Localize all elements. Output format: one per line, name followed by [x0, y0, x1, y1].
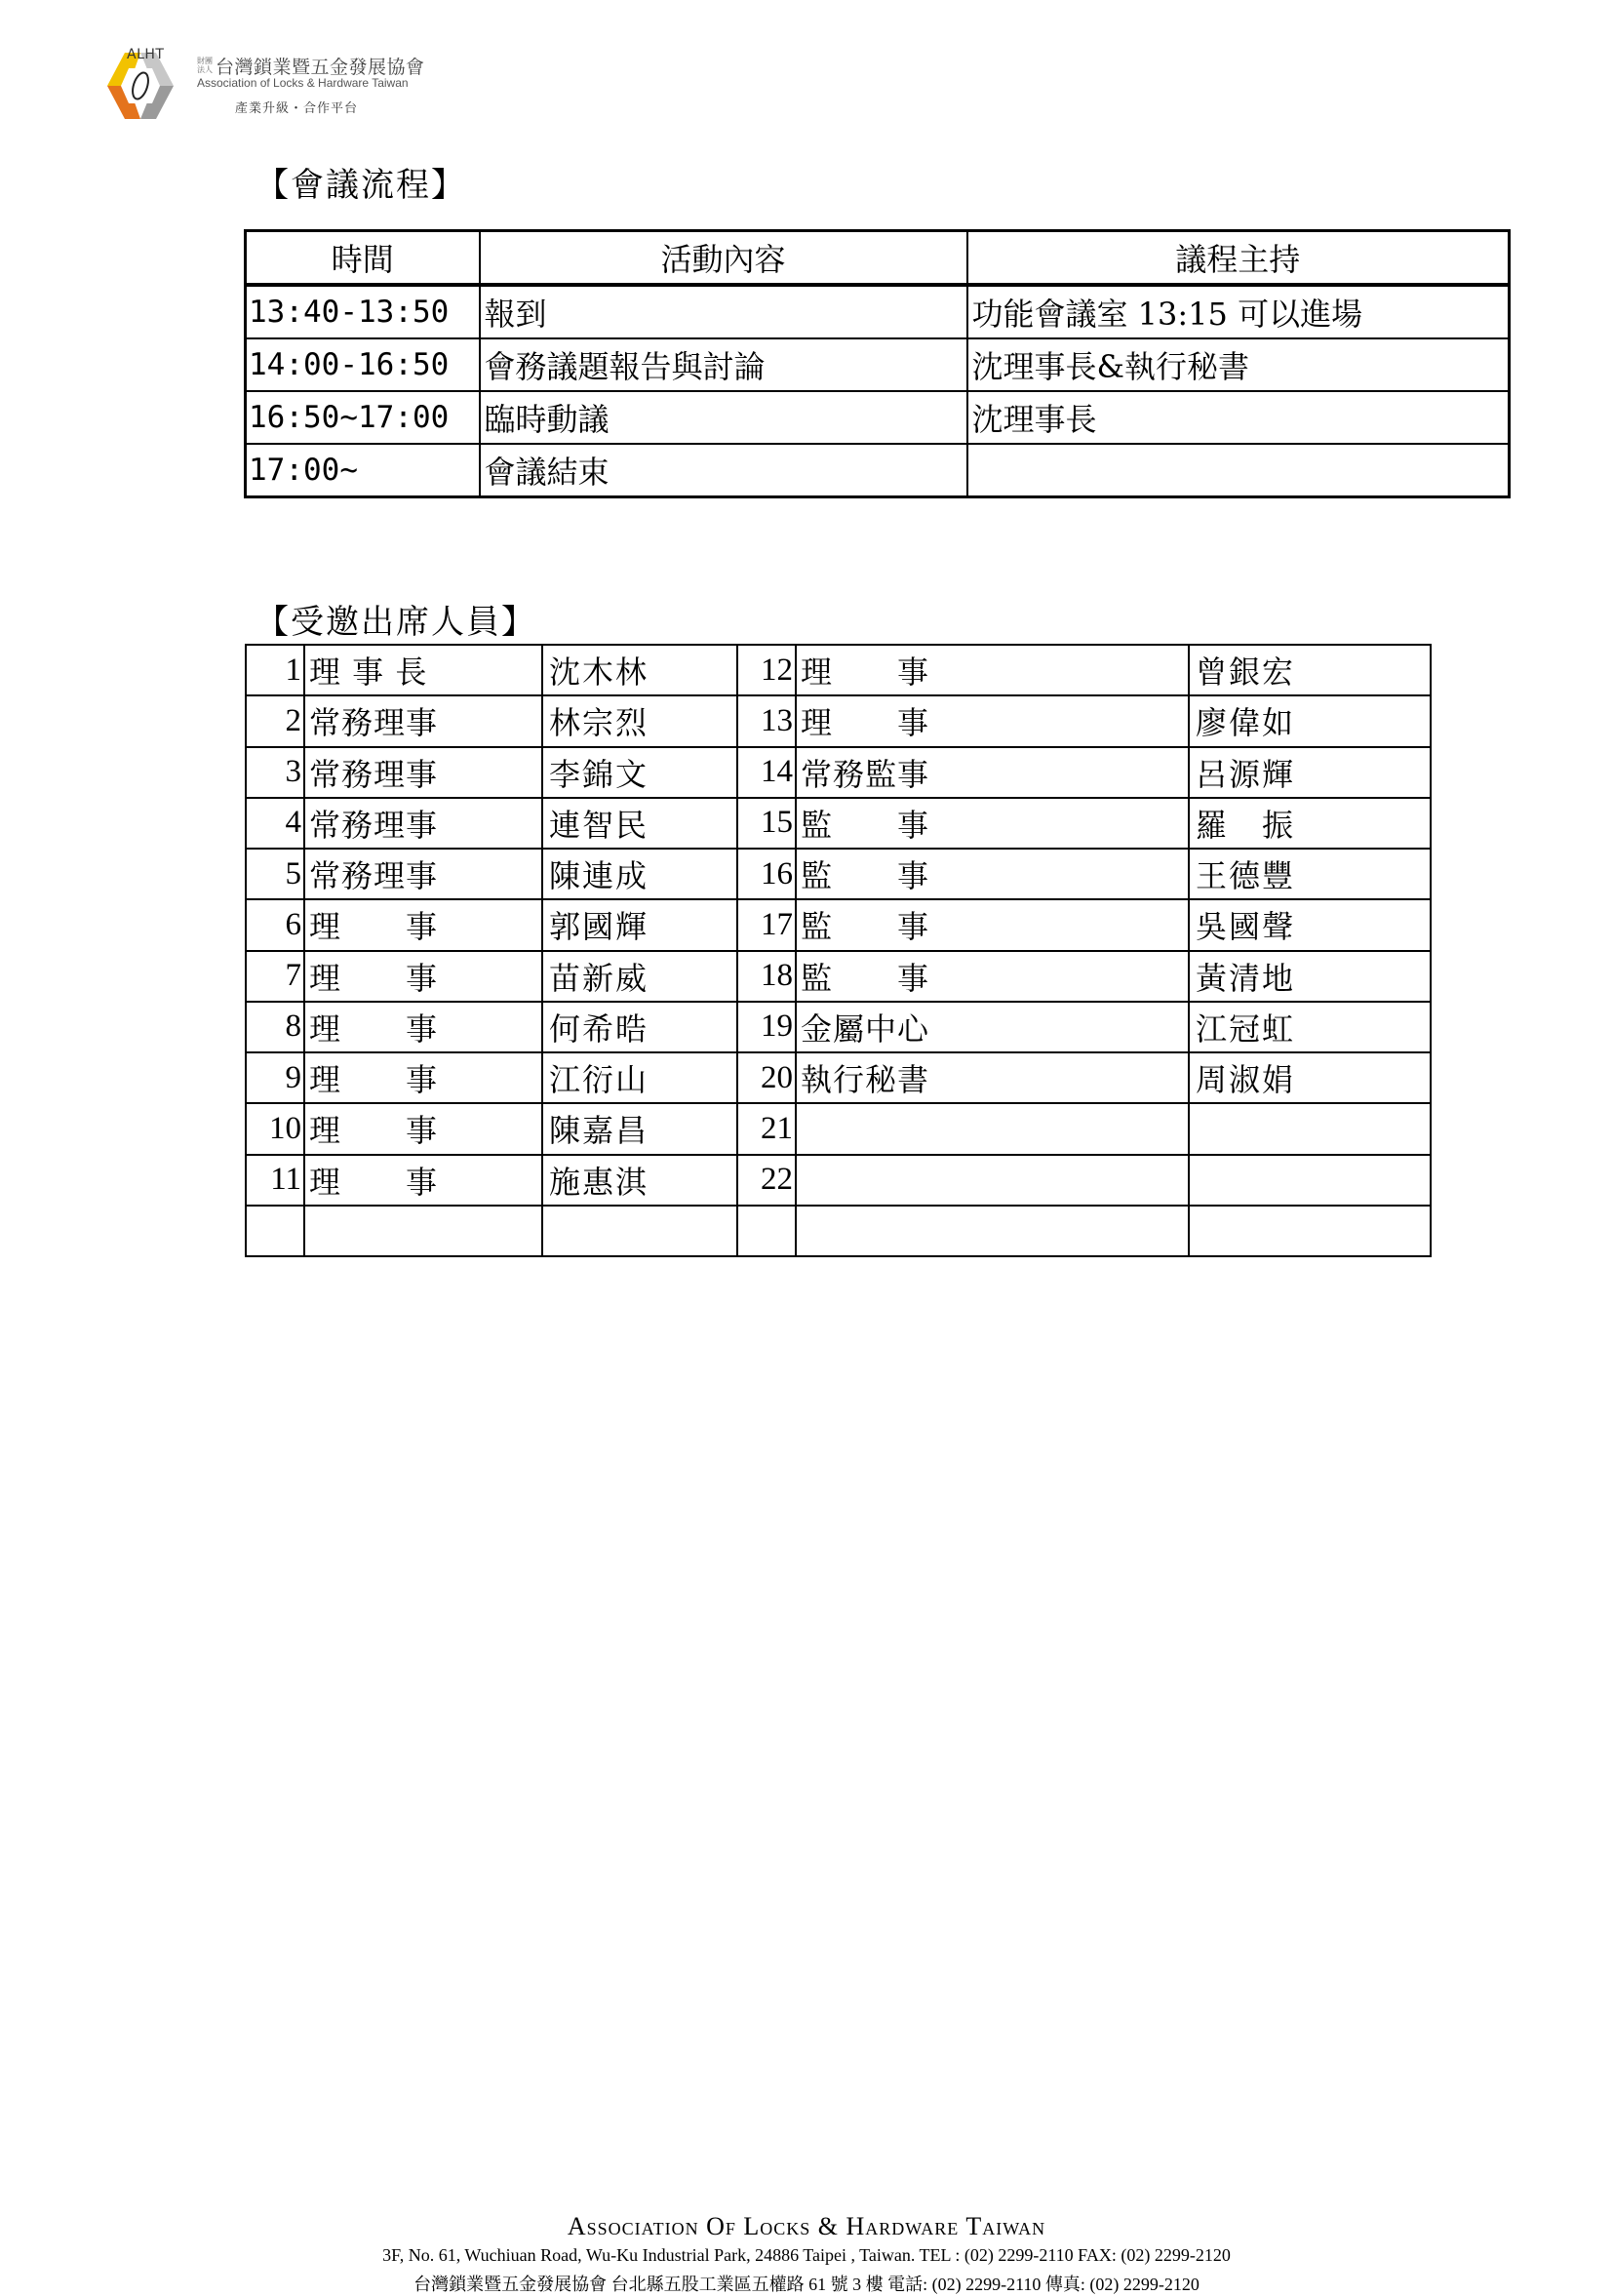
schedule-row [246, 391, 1510, 444]
invitee-number: 6 [246, 899, 304, 950]
invitee-name: 林宗烈 [542, 695, 737, 746]
schedule-activity: 會議結束 [480, 444, 967, 497]
invitee-title [796, 1103, 1189, 1154]
schedule-time: 14:00-16:50 [246, 338, 480, 391]
invitee-row [246, 695, 1431, 746]
invitee-row [246, 899, 1431, 950]
schedule-activity: 報到 [480, 285, 967, 338]
invitee-title: 理 事 [304, 951, 542, 1002]
invitee-row [246, 1052, 1431, 1103]
invitee-number: 7 [246, 951, 304, 1002]
invitee-name: 曾銀宏 [1189, 645, 1431, 695]
schedule-row [246, 285, 1510, 338]
invitee-number: 12 [737, 645, 796, 695]
invitee-name: 江衍山 [542, 1052, 737, 1103]
logo-legal-label: 財團法人 [197, 57, 213, 74]
invitee-title: 理 事 [796, 645, 1189, 695]
invitee-name: 何希晧 [542, 1002, 737, 1052]
column-header-activity: 活動內容 [480, 231, 967, 286]
invitee-name: 呂源輝 [1189, 747, 1431, 798]
invitee-row [246, 849, 1431, 899]
invitee-number: 14 [737, 747, 796, 798]
invitee-number [737, 1206, 796, 1256]
invitee-name: 苗新威 [542, 951, 737, 1002]
invitee-number: 19 [737, 1002, 796, 1052]
invitee-title: 常務監事 [796, 747, 1189, 798]
invitee-name: 沈木林 [542, 645, 737, 695]
invitee-name: 周淑娟 [1189, 1052, 1431, 1103]
org-name-en: Association of Locks & Hardware Taiwan [197, 76, 409, 90]
invitee-name: 江冠虹 [1189, 1002, 1431, 1052]
schedule-time: 16:50~17:00 [246, 391, 480, 444]
invitee-name: 郭國輝 [542, 899, 737, 950]
invitee-name [1189, 1155, 1431, 1206]
invitee-number: 11 [246, 1155, 304, 1206]
invitee-title: 常務理事 [304, 747, 542, 798]
invitee-name: 施惠淇 [542, 1155, 737, 1206]
invitee-title [796, 1155, 1189, 1206]
schedule-header-row [246, 231, 1510, 286]
invitee-number: 10 [246, 1103, 304, 1154]
invitee-number: 4 [246, 798, 304, 849]
invitee-name: 陳嘉昌 [542, 1103, 737, 1154]
invitee-number: 13 [737, 695, 796, 746]
invitee-title: 常務理事 [304, 849, 542, 899]
invitee-row [246, 951, 1431, 1002]
invitee-number: 21 [737, 1103, 796, 1154]
invitee-name: 李錦文 [542, 747, 737, 798]
footer-title: Association Of Locks & Hardware Taiwan [567, 2212, 1046, 2240]
logo-abbreviation: ALHT [127, 47, 165, 62]
invitee-number: 22 [737, 1155, 796, 1206]
column-header-time: 時間 [246, 231, 480, 286]
invitee-name [1189, 1206, 1431, 1256]
column-header-host: 議程主持 [967, 231, 1510, 286]
invitee-row [246, 747, 1431, 798]
schedule-host: 功能會議室 13:15 可以進場 [967, 285, 1510, 338]
org-slogan: 產業升級・合作平台 [235, 101, 359, 116]
invitee-title: 監 事 [796, 899, 1189, 950]
invitee-number: 3 [246, 747, 304, 798]
invitee-title: 執行秘書 [796, 1052, 1189, 1103]
invitee-title [304, 1206, 542, 1256]
schedule-time: 13:40-13:50 [246, 285, 480, 338]
invitee-title: 理 事 [304, 1002, 542, 1052]
schedule-activity: 會務議題報告與討論 [480, 338, 967, 391]
invitee-title: 監 事 [796, 798, 1189, 849]
invitee-title: 監 事 [796, 951, 1189, 1002]
invitee-row [246, 1002, 1431, 1052]
invitee-name: 吳國聲 [1189, 899, 1431, 950]
invitee-row [246, 1206, 1431, 1256]
invitee-name: 王德豐 [1189, 849, 1431, 899]
invitee-title: 理 事 [796, 695, 1189, 746]
invitee-number: 15 [737, 798, 796, 849]
invitees-heading: 【受邀出席人員】 [256, 603, 536, 642]
invitee-table [245, 644, 1432, 1257]
invitee-title: 理 事 [304, 899, 542, 950]
footer-address-en: 3F, No. 61, Wuchiuan Road, Wu-Ku Industrial Park, 24886 Taipei , Taiwan. TEL : (02) 2299-2110 FAX: (02) 2299-2120 [382, 2245, 1231, 2265]
invitee-name: 廖偉如 [1189, 695, 1431, 746]
schedule-row [246, 444, 1510, 497]
invitee-number: 1 [246, 645, 304, 695]
invitee-title: 監 事 [796, 849, 1189, 899]
invitee-title: 理 事 長 [304, 645, 542, 695]
invitee-name: 黃清地 [1189, 951, 1431, 1002]
invitee-number: 18 [737, 951, 796, 1002]
invitee-title: 常務理事 [304, 695, 542, 746]
invitee-title: 常務理事 [304, 798, 542, 849]
invitee-name [1189, 1103, 1431, 1154]
invitee-name: 陳連成 [542, 849, 737, 899]
invitee-name [542, 1206, 737, 1256]
invitee-row [246, 1103, 1431, 1154]
invitee-number: 17 [737, 899, 796, 950]
header-logo [96, 47, 447, 125]
invitee-row [246, 798, 1431, 849]
schedule-table [244, 229, 1511, 498]
schedule-heading: 【會議流程】 [256, 166, 466, 205]
invitee-title: 理 事 [304, 1103, 542, 1154]
schedule-host: 沈理事長 [967, 391, 1510, 444]
invitee-number: 5 [246, 849, 304, 899]
footer-address-cn: 台灣鎖業暨五金發展協會 台北縣五股工業區五權路 61 號 3 樓 電話: (02) 2299-2110 傳真: (02) 2299-2120 [413, 2275, 1200, 2294]
schedule-activity: 臨時動議 [480, 391, 967, 444]
invitee-row [246, 645, 1431, 695]
schedule-time: 17:00~ [246, 444, 480, 497]
invitee-number: 20 [737, 1052, 796, 1103]
invitee-title [796, 1206, 1189, 1256]
invitee-number [246, 1206, 304, 1256]
invitee-number: 16 [737, 849, 796, 899]
invitee-title: 金屬中心 [796, 1002, 1189, 1052]
invitee-title: 理 事 [304, 1155, 542, 1206]
schedule-host: 沈理事長&執行秘書 [967, 338, 1510, 391]
invitee-number: 9 [246, 1052, 304, 1103]
invitee-number: 2 [246, 695, 304, 746]
org-name-cn: 台灣鎖業暨五金發展協會 [216, 57, 425, 78]
invitee-title: 理 事 [304, 1052, 542, 1103]
invitee-number: 8 [246, 1002, 304, 1052]
invitee-name: 羅 振 [1189, 798, 1431, 849]
invitee-row [246, 1155, 1431, 1206]
schedule-row [246, 338, 1510, 391]
invitee-name: 連智民 [542, 798, 737, 849]
schedule-host [967, 444, 1510, 497]
